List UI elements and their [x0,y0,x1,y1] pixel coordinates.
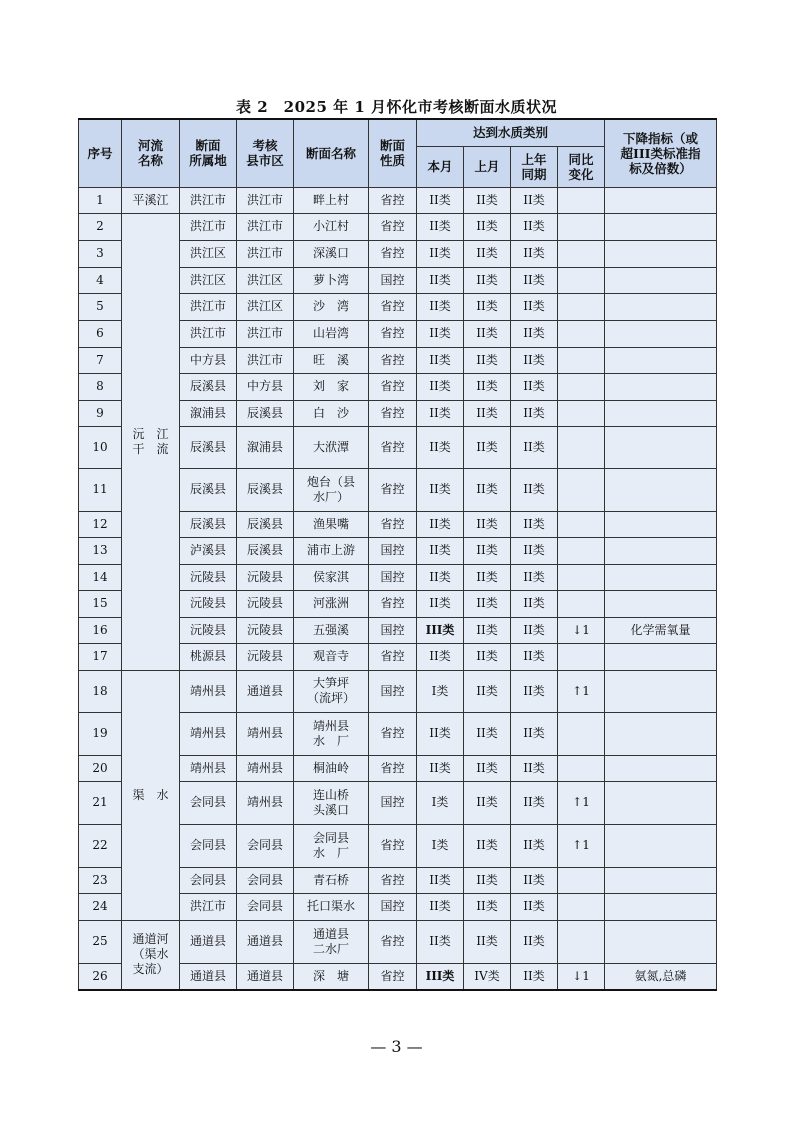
current-class-cell: II类 [417,511,464,537]
indicator-cell [605,893,717,920]
indicator-cell [605,781,717,824]
yoy-class-cell: II类 [511,893,558,920]
yoy-class-cell: II类 [511,643,558,670]
yoy-class-cell: II类 [511,712,558,755]
county-cell: 通道县 [237,963,294,990]
county-cell: 洪江区 [237,293,294,320]
header-nature: 断面 性质 [369,119,417,187]
section-name-cell: 刘 家 [294,373,369,400]
last-month-class-cell: II类 [464,320,511,347]
district-cell: 靖州县 [180,712,237,755]
seq-cell: 19 [79,712,122,755]
nature-cell: 国控 [369,617,417,643]
water-quality-table [78,118,717,991]
seq-cell: 18 [79,670,122,712]
change-cell [558,267,605,293]
last-month-class-cell: II类 [464,347,511,373]
last-month-class-cell: II类 [464,617,511,643]
section-name-cell: 旺 溪 [294,347,369,373]
header-seq: 序号 [79,119,122,187]
county-cell: 通道县 [237,920,294,963]
indicator-cell [605,564,717,590]
header-district: 断面 所属地 [180,119,237,187]
county-cell: 通道县 [237,670,294,712]
last-month-class-cell: II类 [464,670,511,712]
county-cell: 会同县 [237,867,294,893]
seq-cell: 5 [79,293,122,320]
county-cell: 会同县 [237,893,294,920]
yoy-class-cell: II类 [511,400,558,426]
current-class-cell: II类 [417,320,464,347]
current-class-cell: II类 [417,564,464,590]
change-cell [558,347,605,373]
county-cell: 沅陵县 [237,643,294,670]
header-county: 考核 县市区 [237,119,294,187]
seq-cell: 17 [79,643,122,670]
change-cell [558,426,605,468]
indicator-cell [605,240,717,267]
page-number: — 3 — [370,1037,423,1056]
nature-cell: 国控 [369,893,417,920]
indicator-cell [605,590,717,617]
nature-cell: 省控 [369,590,417,617]
section-name-cell: 渔果嘴 [294,511,369,537]
section-name-cell: 连山桥 头溪口 [294,781,369,824]
last-month-class-cell: II类 [464,187,511,213]
indicator-cell [605,824,717,867]
nature-cell: 省控 [369,373,417,400]
district-cell: 靖州县 [180,755,237,781]
current-class-cell: II类 [417,347,464,373]
river-name-cell: 平溪江 [122,187,180,213]
nature-cell: 省控 [369,320,417,347]
change-cell [558,643,605,670]
change-cell [558,867,605,893]
change-cell [558,213,605,240]
county-cell: 中方县 [237,373,294,400]
yoy-class-cell: II类 [511,537,558,564]
section-name-cell: 观音寺 [294,643,369,670]
indicator-cell [605,267,717,293]
county-cell: 辰溪县 [237,400,294,426]
last-month-class-cell: II类 [464,267,511,293]
last-month-class-cell: II类 [464,373,511,400]
indicator-cell [605,293,717,320]
section-name-cell: 侯家淇 [294,564,369,590]
change-cell [558,373,605,400]
current-class-cell: II类 [417,755,464,781]
change-cell: ↑1 [558,781,605,824]
seq-cell: 26 [79,963,122,990]
district-cell: 洪江区 [180,240,237,267]
current-class-cell: II类 [417,267,464,293]
indicator-cell: 氨氮,总磷 [605,963,717,990]
last-month-class-cell: II类 [464,564,511,590]
indicator-cell [605,468,717,511]
last-month-class-cell: II类 [464,590,511,617]
section-name-cell: 河涨洲 [294,590,369,617]
header-last: 上月 [464,146,511,187]
seq-cell: 1 [79,187,122,213]
last-month-class-cell: II类 [464,824,511,867]
yoy-class-cell: II类 [511,617,558,643]
section-name-cell: 五强溪 [294,617,369,643]
county-cell: 辰溪县 [237,511,294,537]
district-cell: 会同县 [180,824,237,867]
nature-cell: 省控 [369,824,417,867]
indicator-cell [605,670,717,712]
nature-cell: 省控 [369,755,417,781]
last-month-class-cell: II类 [464,240,511,267]
district-cell: 溆浦县 [180,400,237,426]
seq-cell: 21 [79,781,122,824]
table-row [79,920,717,963]
indicator-cell [605,347,717,373]
section-name-cell: 畔上村 [294,187,369,213]
current-class-cell: II类 [417,240,464,267]
seq-cell: 2 [79,213,122,240]
current-class-cell: II类 [417,867,464,893]
change-cell [558,320,605,347]
header-name: 断面名称 [294,119,369,187]
last-month-class-cell: II类 [464,213,511,240]
nature-cell: 省控 [369,920,417,963]
current-class-cell: II类 [417,400,464,426]
section-name-cell: 青石桥 [294,867,369,893]
current-class-cell: II类 [417,590,464,617]
nature-cell: 国控 [369,537,417,564]
last-month-class-cell: II类 [464,426,511,468]
district-cell: 会同县 [180,781,237,824]
last-month-class-cell: II类 [464,920,511,963]
section-name-cell: 深 塘 [294,963,369,990]
indicator-cell [605,320,717,347]
current-class-cell: II类 [417,893,464,920]
district-cell: 靖州县 [180,670,237,712]
section-name-cell: 小江村 [294,213,369,240]
nature-cell: 国控 [369,781,417,824]
nature-cell: 省控 [369,400,417,426]
yoy-class-cell: II类 [511,867,558,893]
current-class-cell: II类 [417,293,464,320]
district-cell: 洪江市 [180,293,237,320]
seq-cell: 23 [79,867,122,893]
section-name-cell: 炮台（县 水厂） [294,468,369,511]
county-cell: 会同县 [237,824,294,867]
indicator-cell [605,712,717,755]
district-cell: 沅陵县 [180,590,237,617]
district-cell: 沅陵县 [180,564,237,590]
change-cell: ↓1 [558,963,605,990]
indicator-cell [605,511,717,537]
table-row [79,187,717,213]
nature-cell: 省控 [369,712,417,755]
district-cell: 洪江市 [180,187,237,213]
district-cell: 沅陵县 [180,617,237,643]
yoy-class-cell: II类 [511,824,558,867]
yoy-class-cell: II类 [511,564,558,590]
seq-cell: 11 [79,468,122,511]
county-cell: 靖州县 [237,712,294,755]
current-class-cell: II类 [417,712,464,755]
indicator-cell [605,373,717,400]
nature-cell: 省控 [369,426,417,468]
header-river: 河流 名称 [122,119,180,187]
county-cell: 洪江区 [237,267,294,293]
last-month-class-cell: II类 [464,537,511,564]
district-cell: 会同县 [180,867,237,893]
nature-cell: 省控 [369,867,417,893]
yoy-class-cell: II类 [511,213,558,240]
table-row [79,213,717,240]
district-cell: 桃源县 [180,643,237,670]
county-cell: 洪江市 [237,187,294,213]
change-cell [558,590,605,617]
yoy-class-cell: II类 [511,320,558,347]
yoy-class-cell: II类 [511,293,558,320]
district-cell: 洪江市 [180,213,237,240]
change-cell: ↑1 [558,670,605,712]
section-name-cell: 会同县 水 厂 [294,824,369,867]
district-cell: 洪江市 [180,893,237,920]
section-name-cell: 浦市上游 [294,537,369,564]
current-class-cell: I类 [417,670,464,712]
change-cell [558,240,605,267]
section-name-cell: 深溪口 [294,240,369,267]
last-month-class-cell: II类 [464,643,511,670]
district-cell: 中方县 [180,347,237,373]
seq-cell: 6 [79,320,122,347]
nature-cell: 省控 [369,963,417,990]
seq-cell: 16 [79,617,122,643]
last-month-class-cell: II类 [464,755,511,781]
county-cell: 洪江市 [237,320,294,347]
county-cell: 沅陵县 [237,617,294,643]
nature-cell: 省控 [369,468,417,511]
district-cell: 辰溪县 [180,426,237,468]
current-class-cell: II类 [417,373,464,400]
seq-cell: 22 [79,824,122,867]
indicator-cell [605,643,717,670]
section-name-cell: 大笋坪 （流坪） [294,670,369,712]
district-cell: 洪江市 [180,320,237,347]
seq-cell: 24 [79,893,122,920]
nature-cell: 省控 [369,643,417,670]
section-name-cell: 通道县 二水厂 [294,920,369,963]
yoy-class-cell: II类 [511,670,558,712]
indicator-cell [605,537,717,564]
seq-cell: 15 [79,590,122,617]
nature-cell: 省控 [369,511,417,537]
indicator-cell [605,187,717,213]
county-cell: 沅陵县 [237,564,294,590]
yoy-class-cell: II类 [511,240,558,267]
section-name-cell: 托口渠水 [294,893,369,920]
header-yoy: 上年 同期 [511,146,558,187]
seq-cell: 20 [79,755,122,781]
last-month-class-cell: II类 [464,511,511,537]
change-cell [558,564,605,590]
change-cell [558,293,605,320]
yoy-class-cell: II类 [511,347,558,373]
district-cell: 辰溪县 [180,511,237,537]
river-name-cell: 渠 水 [122,670,180,920]
change-cell [558,400,605,426]
current-class-cell: II类 [417,213,464,240]
county-cell: 辰溪县 [237,537,294,564]
indicator-cell [605,426,717,468]
indicator-cell [605,400,717,426]
section-name-cell: 白 沙 [294,400,369,426]
indicator-cell [605,213,717,240]
district-cell: 辰溪县 [180,373,237,400]
yoy-class-cell: II类 [511,373,558,400]
indicator-cell: 化学需氧量 [605,617,717,643]
change-cell [558,511,605,537]
district-cell: 通道县 [180,920,237,963]
current-class-cell: II类 [417,187,464,213]
nature-cell: 省控 [369,347,417,373]
change-cell: ↓1 [558,617,605,643]
county-cell: 洪江市 [237,240,294,267]
current-class-cell: II类 [417,643,464,670]
last-month-class-cell: II类 [464,893,511,920]
seq-cell: 14 [79,564,122,590]
last-month-class-cell: IV类 [464,963,511,990]
nature-cell: 国控 [369,267,417,293]
seq-cell: 4 [79,267,122,293]
nature-cell: 国控 [369,564,417,590]
section-name-cell: 沙 湾 [294,293,369,320]
yoy-class-cell: II类 [511,781,558,824]
nature-cell: 省控 [369,213,417,240]
seq-cell: 8 [79,373,122,400]
seq-cell: 3 [79,240,122,267]
change-cell [558,712,605,755]
current-class-cell: II类 [417,920,464,963]
nature-cell: 省控 [369,240,417,267]
seq-cell: 9 [79,400,122,426]
seq-cell: 7 [79,347,122,373]
current-class-cell: I类 [417,824,464,867]
last-month-class-cell: II类 [464,781,511,824]
river-name-cell: 通道河 （渠水 支流） [122,920,180,990]
yoy-class-cell: II类 [511,426,558,468]
river-name-cell: 沅 江 干 流 [122,213,180,670]
yoy-class-cell: II类 [511,511,558,537]
section-name-cell: 靖州县 水 厂 [294,712,369,755]
header-change: 同比 变化 [558,146,605,187]
change-cell [558,537,605,564]
change-cell [558,187,605,213]
county-cell: 靖州县 [237,781,294,824]
district-cell: 洪江区 [180,267,237,293]
current-class-cell: II类 [417,426,464,468]
table-row [79,670,717,712]
current-class-cell: I类 [417,781,464,824]
last-month-class-cell: II类 [464,400,511,426]
yoy-class-cell: II类 [511,920,558,963]
section-name-cell: 山岩湾 [294,320,369,347]
nature-cell: 国控 [369,670,417,712]
county-cell: 辰溪县 [237,468,294,511]
yoy-class-cell: II类 [511,187,558,213]
district-cell: 辰溪县 [180,468,237,511]
header-indicator: 下降指标（或 超III类标准指 标及倍数） [605,119,717,187]
change-cell: ↑1 [558,824,605,867]
yoy-class-cell: II类 [511,963,558,990]
last-month-class-cell: II类 [464,867,511,893]
indicator-cell [605,920,717,963]
change-cell [558,893,605,920]
county-cell: 溆浦县 [237,426,294,468]
current-class-cell: III类 [417,963,464,990]
county-cell: 沅陵县 [237,590,294,617]
section-name-cell: 大洑潭 [294,426,369,468]
change-cell [558,920,605,963]
seq-cell: 25 [79,920,122,963]
last-month-class-cell: II类 [464,293,511,320]
indicator-cell [605,755,717,781]
indicator-cell [605,867,717,893]
last-month-class-cell: II类 [464,468,511,511]
section-name-cell: 桐油岭 [294,755,369,781]
nature-cell: 省控 [369,187,417,213]
yoy-class-cell: II类 [511,468,558,511]
change-cell [558,755,605,781]
table-title: 表 2 2025 年 1 月怀化市考核断面水质状况 [235,98,557,116]
nature-cell: 省控 [369,293,417,320]
current-class-cell: III类 [417,617,464,643]
change-cell [558,468,605,511]
header-quality-group: 达到水质类别 [417,119,605,146]
yoy-class-cell: II类 [511,267,558,293]
county-cell: 洪江市 [237,347,294,373]
district-cell: 泸溪县 [180,537,237,564]
current-class-cell: II类 [417,468,464,511]
current-class-cell: II类 [417,537,464,564]
county-cell: 洪江市 [237,213,294,240]
yoy-class-cell: II类 [511,755,558,781]
header-current: 本月 [417,146,464,187]
yoy-class-cell: II类 [511,590,558,617]
seq-cell: 10 [79,426,122,468]
last-month-class-cell: II类 [464,712,511,755]
county-cell: 靖州县 [237,755,294,781]
section-name-cell: 萝卜湾 [294,267,369,293]
seq-cell: 12 [79,511,122,537]
seq-cell: 13 [79,537,122,564]
district-cell: 通道县 [180,963,237,990]
